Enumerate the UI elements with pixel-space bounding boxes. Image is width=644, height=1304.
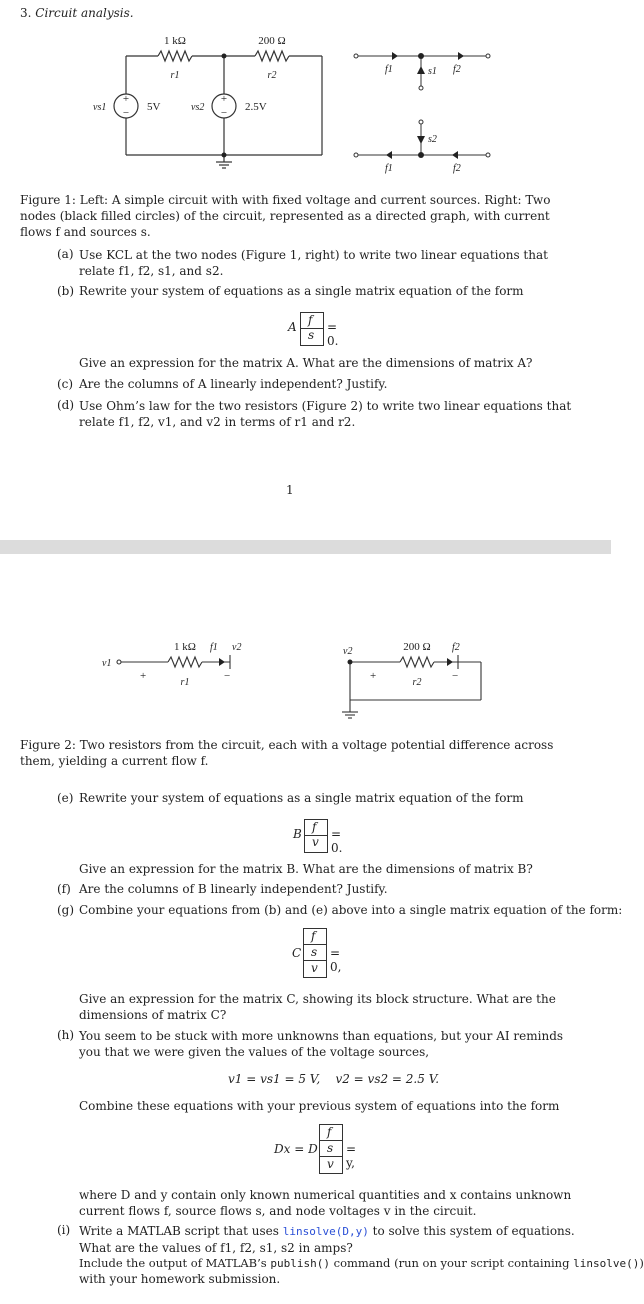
vector-bracket-g [303, 928, 327, 978]
vector-bracket-h [319, 1124, 343, 1174]
figure2-v1: v1 [102, 658, 112, 669]
vector-v-g: v [311, 961, 318, 975]
question-i-line2 [79, 1256, 644, 1271]
svg-text:+: + [220, 93, 228, 105]
graph-f2-bottom: f2 [453, 163, 461, 174]
question-i-text-post: to solve this system of equations. What are the values of f1, f2, s1, s2 in amps? [79, 1224, 575, 1255]
svg-text:−: − [220, 107, 228, 119]
matrix-c-symbol: C [292, 946, 302, 960]
r2-value: 200 Ω [258, 35, 286, 47]
figure2-r2-label: r2 [412, 677, 422, 688]
question-e-text: Rewrite your system of equations as a single matrix equation of the form [79, 791, 524, 805]
question-h-where: where D and y contain only known numerical quantities and x contains unknown current flows f, source flows s, and node voltages v in the circuit. [79, 1188, 572, 1218]
r2-label: r2 [267, 70, 277, 81]
question-d-text: Use Ohm’s law for the two resistors (Figure 2) to write two linear equations that relate f1, f2, v1, and v2 in terms of r1 and r2. [79, 399, 572, 429]
question-i-label: (i) [57, 1223, 71, 1237]
question-a-label: (a) [57, 247, 74, 261]
circuit-diagram [114, 51, 322, 168]
page-separator [0, 540, 611, 554]
graph-s1: s1 [428, 66, 437, 77]
vector-f-g: f [311, 929, 316, 943]
question-g-followup: Give an expression for the matrix C, showing its block structure. What are the dimensions of matrix C? [79, 992, 556, 1022]
question-a-text: Use KCL at the two nodes (Figure 1, right) to write two linear equations that relate f1, f2, s1, and s2. [79, 248, 548, 278]
figure2-f1: f1 [210, 642, 218, 653]
question-g-text: Combine your equations from (b) and (e) above into a single matrix equation of the form: [79, 903, 623, 917]
section-number: 3. [20, 6, 32, 20]
question-b-followup: Give an expression for the matrix A. What are the dimensions of matrix A? [79, 356, 533, 370]
page-1 [0, 0, 611, 540]
vector-f: f [308, 313, 313, 327]
vs1-value: 5V [147, 101, 161, 113]
resistor-r1 [158, 51, 192, 61]
svg-text:−: − [122, 107, 130, 119]
vector-f-e: f [312, 820, 317, 834]
question-c-label: (c) [57, 377, 74, 391]
vs2-label: vs2 [191, 102, 205, 113]
question-i-text-pre: Write a MATLAB script that uses [79, 1224, 279, 1238]
vector-v-h: v [327, 1157, 334, 1171]
equation-b-rhs: = 0. [327, 320, 339, 348]
figure-2 [0, 624, 611, 804]
graph-f1-bottom: f1 [385, 163, 393, 174]
question-e-label: (e) [57, 791, 74, 805]
vector-v-e: v [312, 835, 319, 849]
vector-f-h: f [327, 1125, 332, 1139]
figure-1-caption: Figure 1: Left: A simple circuit with with fixed voltage and current sources. Right: Two nodes (black filled circles) of the circuit, represented as a directed graph, with current flows f and sources s. [20, 193, 551, 239]
page-2 [0, 554, 644, 1304]
question-e-followup: Give an expression for the matrix B. What are the dimensions of matrix B? [79, 862, 533, 876]
linsolve-code-2: linsolve() [573, 1257, 640, 1270]
question-f-text: Are the columns of B linearly independent? Justify. [79, 882, 388, 896]
figure2-minus-right: − [452, 670, 459, 682]
question-g-label: (g) [57, 903, 75, 917]
resistor-r2 [255, 51, 289, 61]
question-h-text: You seem to be stuck with more unknowns than equations, but your AI reminds you that we were given the values of the voltage sources, [79, 1029, 564, 1059]
matrix-a-symbol: A [288, 320, 297, 334]
figure-2-caption: Figure 2: Two resistors from the circuit, each with a voltage potential difference across them, yielding a current flow f. [20, 738, 554, 768]
section-heading [20, 6, 134, 21]
equation-e-rhs: = 0. [331, 827, 343, 855]
vector-s-g: s [311, 945, 318, 959]
figure2-v2-left: v2 [232, 642, 242, 653]
vs2-value: 2.5V [245, 101, 267, 113]
figure2-plus-left: + [140, 670, 147, 682]
section-title: Circuit analysis. [35, 6, 134, 20]
question-i-line2-mid: command (run on your script containing [333, 1256, 570, 1270]
publish-code: publish() [270, 1257, 330, 1270]
svg-text:+: + [122, 93, 130, 105]
graph-s2: s2 [428, 134, 437, 145]
question-b-text: Rewrite your system of equations as a single matrix equation of the form [79, 284, 524, 298]
equation-g-rhs: = 0, [330, 946, 342, 974]
r1-value: 1 kΩ [164, 35, 186, 47]
figure2-v2-right: v2 [343, 646, 353, 657]
figure2-resistor-r1 [168, 657, 202, 667]
question-h-label: (h) [57, 1028, 75, 1042]
r1-label: r1 [170, 70, 180, 81]
figure2-r1-label: r1 [180, 677, 190, 688]
page-number: 1 [286, 483, 294, 497]
figure2-r1-value: 1 kΩ [174, 641, 196, 653]
question-i-line2-pre: Include the output of MATLAB’s [79, 1256, 267, 1270]
question-h-followup: Combine these equations with your previous system of equations into the form [79, 1099, 560, 1113]
vector-s-h: s [327, 1141, 334, 1155]
figure2-plus-right: + [370, 670, 377, 682]
graph-f2-top: f2 [453, 64, 461, 75]
figure-1 [0, 22, 611, 207]
vector-bracket [300, 312, 324, 346]
vector-bracket-e [304, 819, 328, 853]
question-f-label: (f) [57, 882, 71, 896]
question-i-text [79, 1223, 579, 1256]
equation-h-values: v1 = vs1 = 5 V, v2 = vs2 = 2.5 V. [228, 1072, 440, 1086]
question-d-label: (d) [57, 398, 75, 412]
graph-f1-top: f1 [385, 64, 393, 75]
question-c-text: Are the columns of A linearly independent? Justify. [79, 377, 388, 391]
figure2-f2: f2 [452, 642, 460, 653]
vector-s: s [308, 328, 315, 342]
equation-h-rhs: = y, [346, 1142, 357, 1170]
vs1-label: vs1 [93, 102, 107, 113]
matrix-b-symbol: B [293, 827, 302, 841]
equation-h-lhs: Dx = D [274, 1142, 318, 1156]
linsolve-code: linsolve(D,y) [282, 1225, 369, 1238]
question-i-line2-post: ) [639, 1256, 644, 1270]
question-i-line3: with your homework submission. [79, 1272, 281, 1286]
figure2-minus-left: − [224, 670, 231, 682]
figure2-r2-value: 200 Ω [403, 641, 431, 653]
question-b-label: (b) [57, 284, 75, 298]
figure2-resistor-r2 [400, 657, 434, 667]
